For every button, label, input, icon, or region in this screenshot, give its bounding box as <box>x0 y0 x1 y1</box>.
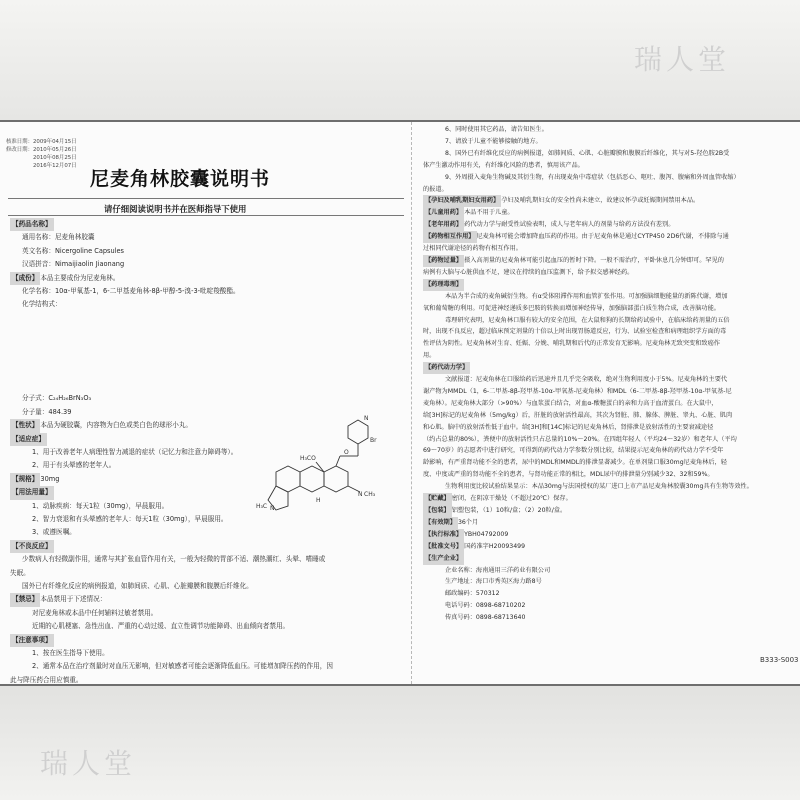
section-label: 【规格】 <box>10 473 40 486</box>
text-line: 传真号码：0898-68713640 <box>445 614 526 622</box>
section-heading-row <box>423 529 793 541</box>
section-text: 密闭，在阴凉干燥处（不超过20℃）保存。 <box>451 495 572 503</box>
svg-text:O: O <box>344 449 349 456</box>
text-line: 给[3H]标记的尼麦角林（5mg/kg）后，肝脏的放射活性最高，其次为肾脏、肺、腺体、脾脏、睾丸、心脏、肌肉 <box>423 411 733 419</box>
text-line: 企业名称：海南通用三洋药业有限公司 <box>445 566 551 574</box>
svg-text:H₃CO: H₃CO <box>300 455 316 462</box>
title-rule <box>8 198 404 199</box>
text-line: 的报道。 <box>423 185 448 193</box>
section-text: 本品不用于儿童。 <box>464 209 514 217</box>
section-text: 36个月 <box>457 518 479 526</box>
text-line: 本品为半合成的麦角碱衍生物。有α受体阻滞作用和血管扩张作用。可加强脑细胞能量的新陈代谢，增加 <box>445 292 728 300</box>
section-heading-row <box>10 218 402 231</box>
text-line: 69～70岁）的志愿者中进行研究，可得到的药代动力学参数分别比较，结果提示尼麦角林的药代动力学不受年 <box>423 447 724 455</box>
section-heading-row <box>423 255 793 267</box>
section-heading-row <box>10 540 402 553</box>
section-label: 【不良反应】 <box>10 540 54 553</box>
text-line: 龄影响，有严重肾功能不全的患者，尿中的MDL和MMDL的排泄显著减少。在单剂量口服30mg尼麦角林后，轻 <box>423 459 727 467</box>
svg-text:N: N <box>364 415 369 422</box>
text-line: 9、外周摄入麦角生物碱及其衍生物，有出现麦角中毒症状（包括恶心、呕吐、腹泻、腹痛和外周血管收缩） <box>445 173 740 181</box>
text-line: 谢产物为MMDL（1，6-二甲基-8β-羟甲基-10α-甲氧基-尼麦角林）和MDL（6-二甲基-8β-羟甲基-10α-甲氧基-尼 <box>423 387 732 395</box>
section-heading-row <box>10 272 402 285</box>
text-line: 3、或遵医嘱。 <box>32 528 76 537</box>
section-label: 【儿童用药】 <box>423 207 464 219</box>
section-label: 【老年用药】 <box>423 219 464 231</box>
text-line: 6、同时使用其它药品，请告知医生。 <box>445 126 548 133</box>
text-line: 邮政编码：570312 <box>445 590 500 598</box>
leaflet-sheet <box>0 122 800 684</box>
text-line: 过相同代谢途径的药物有相互作用。 <box>423 245 522 253</box>
section-label: 【药物相互作用】 <box>423 231 477 243</box>
section-heading-row <box>423 362 793 374</box>
section-label: 【用法用量】 <box>10 486 54 499</box>
date-line: 核准日期：2009年04月15日 <box>6 139 77 145</box>
text-line: 少数病人有轻微副作用，通常与其扩张血管作用有关，一般为轻微的胃部不适、潮热潮红、头晕、嗜睡或 <box>22 555 326 564</box>
spacer-line <box>10 365 402 378</box>
spacer-line <box>10 352 402 365</box>
section-label: 【生产企业】 <box>423 553 464 565</box>
svg-text:CH₃: CH₃ <box>364 491 376 498</box>
subtitle-rule <box>8 215 404 216</box>
section-label: 【孕妇及哺乳期妇女用药】 <box>423 195 501 207</box>
section-text: 本品为硬胶囊，内容物为白色或类白色的球形小丸。 <box>40 421 193 430</box>
text-line: 病例有大脑与心脏供血不足，建议在持续的血压监测下，给予拟交感神经药。 <box>423 268 634 276</box>
document-subtitle: 请仔细阅读说明书并在医师指导下使用 <box>104 204 247 214</box>
text-line: 时，出现不良反应，超过临床预定剂量的十倍以上时出现胃肠道反应，行为、试验室检查和病理组织学方面的毒 <box>423 328 727 336</box>
section-text: 30mg <box>40 474 60 483</box>
svg-text:N: N <box>270 505 275 512</box>
date-line: 2016年12月07日 <box>6 163 77 169</box>
section-label: 【适应症】 <box>10 433 47 446</box>
watermark-bottom: 瑞人堂 <box>40 747 137 780</box>
document-title: 尼麦角林胶囊说明书 <box>90 168 271 190</box>
section-label: 【有效期】 <box>423 517 458 529</box>
text-line: 氧和葡萄糖的利用。可促进神经递质多巴胺的转换而增加神经传导，加强脑部蛋白质生物合成，改善脑功能。 <box>423 304 720 312</box>
section-label: 【药代动力学】 <box>423 362 470 374</box>
right-content <box>423 124 793 624</box>
section-heading-row <box>423 219 793 231</box>
section-text: YBH04792009 <box>464 530 509 538</box>
section-text: 本品禁用于下述情况： <box>40 595 107 604</box>
section-heading-row <box>423 493 793 505</box>
section-label: 【注意事项】 <box>10 634 54 647</box>
section-text: 本品主要成份为尼麦角林。 <box>40 273 120 282</box>
text-line: 化学名称：10α-甲氧基-1，6-二甲基麦角林-8β-甲醇-5-溴-3-吡啶羧酸酯。 <box>22 287 240 296</box>
section-label: 【包装】 <box>423 505 452 517</box>
text-line: 国外已有纤维化反应的病例报道，如肺间质、心肌、心脏瓣膜和腹膜后纤维化。 <box>22 581 253 590</box>
text-line: 汉语拼音：Nimaijiaolin Jiaonang <box>22 260 125 269</box>
section-label: 【执行标准】 <box>423 529 464 541</box>
text-line: 麦角林）。尼麦角林大部分（>90%）与血浆蛋白结合，对血α-酸糖蛋白的亲和力高于血清蛋白。在大鼠中， <box>423 399 718 407</box>
section-heading-row <box>423 207 793 219</box>
section-label: 【批准文号】 <box>423 541 464 553</box>
section-heading-row <box>423 553 793 565</box>
text-line: 2、用于有头晕感的老年人。 <box>32 461 116 470</box>
section-label: 【性状】 <box>10 419 40 432</box>
text-line: 分子式：C₂₄H₂₆BrN₃O₃ <box>22 394 92 403</box>
left-page <box>0 122 412 684</box>
section-text: 尼麦角林可能会增加降血压药的作用。由于尼麦角林是通过CYTP450 2D6代谢，不排除与通 <box>476 233 729 241</box>
text-line: 2、智力衰退和有头晕感的老年人：每天1粒（30mg），早晨服用。 <box>32 514 228 523</box>
text-line: 1、用于改善老年人病理性智力减退的症状（记忆力和注意力障碍等）。 <box>32 447 238 456</box>
text-line: 体产生激动作用有关，有纤维化风险的患者，慎用该产品。 <box>423 161 584 169</box>
svg-text:Br: Br <box>370 437 377 444</box>
section-label: 【药理毒理】 <box>423 279 464 291</box>
text-line: 7、请放于儿童不能够接触的地方。 <box>445 137 542 145</box>
right-page <box>413 122 800 684</box>
text-line: 分子量：484.39 <box>22 407 72 416</box>
text-line: 和心肌。脑中的放射活性低于血中。给[3H]和[14C]标记的尼麦角林后，肾排泄是放射活性的主要衰减途径 <box>423 423 714 431</box>
section-text: 摄入高剂量的尼麦角林可能引起血压的暂时下降。一般不需治疗，平卧休息几分钟即可。罕见的 <box>464 256 724 264</box>
text-line: 生产地址：海口市秀英区海力路8号 <box>445 578 542 586</box>
text-line: 通用名称：尼麦角林胶囊 <box>22 233 95 242</box>
date-line: 修改日期：2010年05月26日 <box>6 147 77 153</box>
section-heading-row <box>423 505 793 517</box>
text-line: 文献报道：尼麦角林在口服给药后迅速并且几乎完全吸收，绝对生物利用度小于5%。尼麦角林的主要代 <box>445 376 728 384</box>
section-heading-row <box>423 231 793 243</box>
section-heading-row <box>10 593 402 606</box>
section-heading-row <box>423 517 793 529</box>
section-heading-row <box>423 195 793 207</box>
section-label: 【贮藏】 <box>423 493 452 505</box>
section-heading-row <box>423 541 793 553</box>
document-code: B333-S003 <box>760 656 799 664</box>
section-text: 药代动力学与耐受性试验表明，成人与老年病人的剂量与给药方法没有差别。 <box>464 221 675 229</box>
text-line: 性评估为阴性。尼麦角林对生育、妊娠、分娩、哺乳期和后代的正常发育无影响。尼麦角林无致突变和致癌作 <box>423 340 720 348</box>
approval-dates <box>6 138 77 170</box>
text-line: 生物利用度比较试验结果显示：本品30mg与法国授权的某厂进口上市产品尼麦角林胶囊30mg具有生物等效性。 <box>445 483 753 491</box>
spacer-line <box>10 325 402 338</box>
spacer-line <box>10 379 402 392</box>
text-line: 2、通常本品在治疗剂量时对血压无影响，但对敏感者可能会逐渐降低血压。可能增加降压药的作用，因 <box>32 662 333 671</box>
section-label: 【成份】 <box>10 272 40 285</box>
spacer-line <box>10 312 402 325</box>
section-label: 【药品名称】 <box>10 218 54 231</box>
text-line: 化学结构式： <box>22 300 62 309</box>
section-text: 孕妇及哺乳期妇女的安全性尚未建立，故建议怀孕或妊娠期间禁用本品。 <box>501 197 700 205</box>
section-heading-row <box>10 634 402 647</box>
watermark-top: 瑞人堂 <box>633 43 730 76</box>
text-line: 8、国外已有纤维化反应的病例报道，如肺间质、心肌、心脏瓣膜和腹膜后纤维化，其与对5-羟色胺2B受 <box>445 149 730 157</box>
text-line: 此与降压药合用应慎重。 <box>10 675 83 684</box>
section-label: 【禁忌】 <box>10 593 40 606</box>
text-line: 对尼麦角林或本品中任何辅料过敏者禁用。 <box>32 608 158 617</box>
text-line: 英文名称：Nicergoline Capsules <box>22 246 124 255</box>
text-line: 1、动脉疾病：每天1粒（30mg），早晨服用。 <box>32 501 169 510</box>
text-line: 电话号码：0898-68710202 <box>445 602 526 610</box>
text-line: 毒理研究表明，尼麦角林口服有较大的安全范围，在大鼠和狗的长期给药试验中，在临床给药剂量的五倍 <box>445 316 730 324</box>
chemical-structure-diagram <box>240 412 400 512</box>
svg-text:N: N <box>358 491 363 498</box>
section-label: 【药物过量】 <box>423 255 464 267</box>
text-line: 用。 <box>423 352 436 360</box>
text-line: 度、中度或严重的肾功能不全的患者，与肾功能正常的相比，MDL尿中的排泄量分别减少32、32和59%。 <box>423 471 714 479</box>
date-line: 2010年08月25日 <box>6 155 77 161</box>
svg-text:H₃C: H₃C <box>256 503 268 510</box>
section-heading-row <box>423 279 793 291</box>
section-text: 铝塑包装，（1）10粒/盒；（2）20粒/盒。 <box>451 507 567 514</box>
svg-text:H: H <box>316 497 321 504</box>
text-line: 失眠。 <box>10 568 30 577</box>
text-line: 近期的心肌梗塞、急性出血、严重的心动过缓、直立性调节功能障碍、出血倾向者禁用。 <box>32 622 290 631</box>
text-line: 1、按在医生指导下使用。 <box>32 649 109 657</box>
section-text: 国药准字H20093499 <box>464 542 526 550</box>
spacer-line <box>10 339 402 352</box>
text-line: （约占总量的80%），粪便中的放射活性只占总量的10%～20%。在四组年轻人（平均24～32岁）和老年人（平均 <box>423 435 737 443</box>
